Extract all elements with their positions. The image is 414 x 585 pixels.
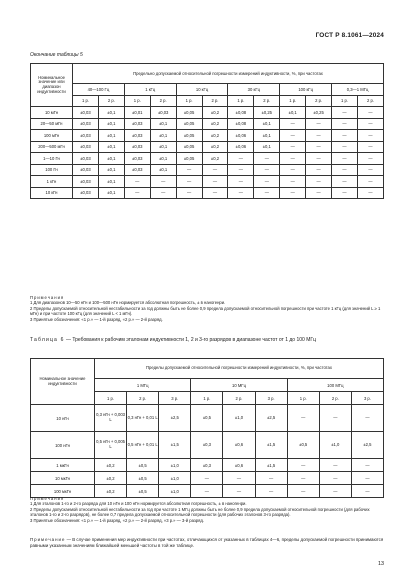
notes-title: Примечания (30, 496, 65, 501)
note-item: 2 Пределы допускаемой относительной нестабильности за год должны быть не более 0,9 предела допускаемой относительной погрешности при частоте 1 кГц (для значений L ≥ 1 мГн) и при частоте 100 кГц (для значений L < 1 мГн). (30, 305, 381, 317)
t6-value-cell: — (319, 472, 351, 485)
t6-rank-header: 1 р. (287, 392, 319, 405)
note-item: 2 Пределы допускаемой относительной нестабильности за год при частоте 1 МГц должны быть не более 0,9 предела допускаемой относительной погрешности (для рабочих эталонов 1-го и 2-го разрядов), не более 0,7 предела допускаемой относительной погрешности (для рабочих эталонов 3-го разряда). (30, 506, 370, 518)
t5-value-cell: — (280, 141, 306, 153)
t5-value-cell: — (306, 118, 332, 130)
t6-value-cell: — (255, 485, 287, 498)
table-row (31, 153, 384, 165)
t5-value-cell: — (176, 176, 202, 188)
t6-nominal-cell: 10 мкГн (31, 472, 95, 485)
t5-value-cell: ±0,03 (73, 130, 99, 142)
t5-nominal-cell: 10 мГн (31, 107, 73, 119)
t5-value-cell: — (202, 187, 228, 199)
t5-value-cell: — (228, 153, 254, 165)
t5-value-cell: — (357, 153, 383, 165)
t5-value-cell: ±0,2 (202, 107, 228, 119)
t5-value-cell: — (332, 153, 358, 165)
t5-header-nominal: Номинальное значение или диапазон индуктивности (31, 64, 73, 107)
note-item: 1 Для эталонов 1-го и 2-го разряда для 10 нГн и 100 нГн нормируется абсолютная погрешность, ± в наногенри. (30, 501, 247, 507)
t5-value-cell: ±0,03 (73, 118, 99, 130)
t5-rank-header: 1 р. (73, 95, 99, 107)
t6-header-group: Пределы допускаемой относительной погрешности измерений индуктивности, %, при частотах (95, 359, 384, 379)
t5-value-cell: ±0,2 (202, 141, 228, 153)
t6-value-cell: — (351, 405, 383, 432)
t6-rank-header: 1 р. (95, 392, 127, 405)
t5-value-cell: ±0,08 (228, 118, 254, 130)
t5-value-cell: ±0,25 (254, 107, 280, 119)
t6-value-cell: ±0,2 (95, 485, 127, 498)
t5-value-cell: — (124, 187, 150, 199)
table-5-notes (30, 295, 384, 322)
t6-value-cell: — (319, 459, 351, 472)
t6-value-cell: ±0,5 (127, 485, 159, 498)
table-5 (30, 63, 384, 199)
t5-value-cell: ±0,03 (73, 164, 99, 176)
general-note (30, 537, 384, 548)
t6-value-cell: 0,5 нГн + 0,005 L (95, 432, 127, 459)
t5-rank-header: 1 р. (124, 95, 150, 107)
t6-freq-header: 1 МГц (95, 379, 191, 392)
t6-value-cell: — (255, 472, 287, 485)
t6-value-cell: ±1,0 (159, 472, 191, 485)
t5-value-cell: — (306, 153, 332, 165)
t5-value-cell: — (306, 130, 332, 142)
t5-value-cell: ±0,2 (202, 153, 228, 165)
t6-value-cell: ±2,5 (351, 432, 383, 459)
t6-rank-header: 3 р. (255, 392, 287, 405)
t5-freq-header: 30 кГц (228, 84, 280, 96)
t5-value-cell: — (306, 176, 332, 188)
t5-value-cell: — (254, 176, 280, 188)
t6-value-cell: ±2,5 (255, 405, 287, 432)
t5-value-cell: — (332, 130, 358, 142)
t6-header-nominal: Номинальное значение индуктивности (31, 359, 95, 405)
t5-value-cell: — (176, 187, 202, 199)
t6-value-cell: ±0,2 (95, 472, 127, 485)
t5-rank-header: 2 р. (150, 95, 176, 107)
t5-value-cell: — (202, 164, 228, 176)
t5-rank-header: 1 р. (280, 95, 306, 107)
t5-nominal-cell: 200—500 мГн (31, 141, 73, 153)
t5-rank-header: 2 р. (306, 95, 332, 107)
t6-rank-header: 3 р. (351, 392, 383, 405)
t5-value-cell: — (357, 176, 383, 188)
t5-value-cell: — (280, 130, 306, 142)
t5-value-cell: — (357, 130, 383, 142)
t5-freq-header: 100 кГц (280, 84, 332, 96)
t6-value-cell: ±0,5 (127, 459, 159, 472)
table-row (31, 459, 384, 472)
t6-value-cell: — (223, 472, 255, 485)
t6-value-cell: ±0,5 (191, 405, 223, 432)
t5-value-cell: ±0,1 (150, 141, 176, 153)
t5-nominal-cell: 1—10 Гн (31, 153, 73, 165)
t6-value-cell: ±0,6 (223, 432, 255, 459)
general-note-label: Примечание (30, 537, 66, 542)
note-item: 3 Принятые обозначения: «1 р.» — 1-й разряд, «2 р.» — 2-й разряд, «3 р.» — 3-й разряд. (30, 517, 204, 523)
t5-value-cell: ±0,03 (124, 164, 150, 176)
t6-value-cell: 0,3 нГн + 0,003 L (95, 405, 127, 432)
t5-value-cell: ±0,03 (73, 141, 99, 153)
note-item: 3 Принятые обозначения: «1 р.» — 1-й разряд, «2 р.» — 2-й разряд. (30, 316, 163, 322)
t6-rank-header: 1 р. (191, 392, 223, 405)
table-row (31, 164, 384, 176)
t5-value-cell: ±0,03 (124, 130, 150, 142)
t6-value-cell: ±0,3 (191, 432, 223, 459)
t6-value-cell: — (351, 485, 383, 498)
t5-value-cell: ±0,2 (202, 118, 228, 130)
table-row (31, 472, 384, 485)
t6-value-cell: ±1,0 (319, 432, 351, 459)
t5-value-cell: ±0,01 (124, 107, 150, 119)
t6-value-cell: 0,3 нГн + 0,01 L (127, 405, 159, 432)
t5-value-cell: — (332, 187, 358, 199)
t5-value-cell: — (228, 187, 254, 199)
t5-value-cell: ±0,1 (150, 164, 176, 176)
t5-value-cell: ±0,03 (124, 118, 150, 130)
t6-value-cell: — (287, 405, 319, 432)
t5-value-cell: — (357, 118, 383, 130)
t5-value-cell: — (280, 176, 306, 188)
t5-value-cell: — (202, 176, 228, 188)
t5-value-cell: ±0,1 (98, 141, 124, 153)
table-row (31, 187, 384, 199)
t6-freq-header: 100 МГц (287, 379, 383, 392)
t5-value-cell: ±0,06 (228, 141, 254, 153)
t6-value-cell: — (191, 485, 223, 498)
t5-value-cell: ±0,1 (254, 130, 280, 142)
t5-rank-header: 1 р. (228, 95, 254, 107)
table-continuation-label: Окончание таблицы 5 (30, 52, 83, 58)
t6-value-cell: ±0,5 (127, 472, 159, 485)
table-6 (30, 358, 384, 498)
t6-value-cell: ±1,5 (159, 432, 191, 459)
t6-value-cell: — (351, 459, 383, 472)
t5-value-cell: ±0,1 (98, 164, 124, 176)
t5-value-cell: ±0,06 (228, 130, 254, 142)
t5-nominal-cell: 100 мГн (31, 130, 73, 142)
t5-value-cell: — (176, 164, 202, 176)
table-6-label: Таблица 6 (30, 337, 65, 343)
t6-value-cell: ±0,2 (95, 459, 127, 472)
t6-value-cell: ±1,5 (255, 459, 287, 472)
t5-value-cell: — (228, 164, 254, 176)
t6-value-cell: — (319, 485, 351, 498)
t6-rank-header: 3 р. (159, 392, 191, 405)
t6-value-cell: ±2,5 (159, 405, 191, 432)
t5-value-cell: — (306, 164, 332, 176)
t5-rank-header: 2 р. (98, 95, 124, 107)
t5-value-cell: — (306, 187, 332, 199)
t5-value-cell: — (124, 176, 150, 188)
t5-value-cell: — (150, 176, 176, 188)
t5-value-cell: ±0,05 (176, 107, 202, 119)
t5-value-cell: ±0,05 (176, 141, 202, 153)
t5-value-cell: ±0,1 (98, 176, 124, 188)
t5-value-cell: — (228, 176, 254, 188)
t6-value-cell: — (287, 459, 319, 472)
t5-value-cell: ±0,1 (254, 118, 280, 130)
t6-value-cell: ±0,5 (287, 432, 319, 459)
t5-value-cell: ±0,1 (98, 153, 124, 165)
t5-value-cell: — (254, 164, 280, 176)
t5-value-cell: ±0,03 (73, 153, 99, 165)
t6-value-cell: ±1,0 (159, 459, 191, 472)
t6-rank-header: 2 р. (223, 392, 255, 405)
t5-freq-header: 1 кГц (124, 84, 176, 96)
t5-header-group: Предельно допускаемой относительной погрешности измерений индуктивности, %, при частотах (73, 64, 384, 84)
t6-rank-header: 2 р. (127, 392, 159, 405)
t6-value-cell: ±0,3 (191, 459, 223, 472)
t5-nominal-cell: 10 кГн (31, 187, 73, 199)
t5-freq-header: 0,3—1 МГц (332, 84, 384, 96)
t5-value-cell: ±0,08 (228, 107, 254, 119)
notes-title: Примечания (30, 295, 65, 300)
t5-value-cell: — (254, 187, 280, 199)
t5-freq-header: 10 кГц (176, 84, 228, 96)
t5-value-cell: ±0,1 (98, 118, 124, 130)
t5-value-cell: ±0,1 (150, 130, 176, 142)
t5-value-cell: — (306, 141, 332, 153)
t5-value-cell: ±0,1 (98, 130, 124, 142)
t5-value-cell: ±0,1 (150, 118, 176, 130)
t5-value-cell: ±0,1 (98, 187, 124, 199)
t6-value-cell: ±1,5 (255, 432, 287, 459)
t5-freq-header: 40—100 Гц (73, 84, 125, 96)
table-row (31, 405, 384, 432)
t5-value-cell: ±0,03 (73, 187, 99, 199)
t5-value-cell: — (332, 118, 358, 130)
t6-value-cell: — (319, 405, 351, 432)
t5-rank-header: 2 р. (357, 95, 383, 107)
t6-value-cell: — (287, 472, 319, 485)
t6-value-cell: — (191, 472, 223, 485)
table-row (31, 176, 384, 188)
t6-value-cell: — (351, 472, 383, 485)
t5-value-cell: — (357, 164, 383, 176)
table-row (31, 432, 384, 459)
table-row (31, 141, 384, 153)
t5-value-cell: — (150, 187, 176, 199)
general-note-text: — В случае применения мер индуктивности при частотах, отличающихся от указанных в таблицах 4—6, пределы допускаемой погрешности принимаются равными указанным значениям ближайшей меньшей частоты в той же таблице. (30, 537, 384, 548)
t5-value-cell: ±0,05 (176, 153, 202, 165)
t6-value-cell: ±1,0 (159, 485, 191, 498)
standard-id: ГОСТ Р 8.1061—2024 (315, 32, 384, 39)
t5-value-cell: ±0,2 (202, 130, 228, 142)
t5-value-cell: ±0,03 (73, 176, 99, 188)
t5-value-cell: — (280, 164, 306, 176)
t6-value-cell: — (287, 485, 319, 498)
t5-value-cell: — (254, 153, 280, 165)
t6-rank-header: 2 р. (319, 392, 351, 405)
t5-value-cell: ±0,05 (176, 130, 202, 142)
t5-value-cell: ±0,03 (124, 153, 150, 165)
t5-value-cell: ±0,25 (306, 107, 332, 119)
table-row (31, 118, 384, 130)
t5-rank-header: 2 р. (202, 95, 228, 107)
t5-rank-header: 1 р. (332, 95, 358, 107)
t5-value-cell: — (357, 187, 383, 199)
t5-value-cell: ±0,05 (176, 118, 202, 130)
t5-nominal-cell: 20—50 мГн (31, 118, 73, 130)
t6-value-cell: ±1,0 (223, 405, 255, 432)
t5-nominal-cell: 1 кГн (31, 176, 73, 188)
t5-value-cell: — (332, 164, 358, 176)
page-number: 13 (378, 561, 384, 567)
t6-value-cell: 0,5 нГн + 0,01 L (127, 432, 159, 459)
t6-nominal-cell: 10 нГн (31, 405, 95, 432)
t5-value-cell: ±0,03 (73, 107, 99, 119)
t6-freq-header: 10 МГц (191, 379, 287, 392)
table-6-notes (30, 496, 384, 523)
t5-value-cell: ±0,1 (254, 141, 280, 153)
t5-value-cell: — (332, 141, 358, 153)
t5-value-cell: ±0,1 (98, 107, 124, 119)
table-row (31, 130, 384, 142)
table-row (31, 107, 384, 119)
t5-rank-header: 1 р. (176, 95, 202, 107)
table-6-caption (30, 337, 384, 344)
t5-value-cell: — (280, 153, 306, 165)
note-item: 1 Для диапазонов 10—50 нГн и 100—500 нГн нормируется абсолютная погрешность, ± в наногенри. (30, 300, 226, 306)
t5-rank-header: 2 р. (254, 95, 280, 107)
t5-nominal-cell: 100 Гн (31, 164, 73, 176)
t5-value-cell: ±0,1 (150, 153, 176, 165)
t5-value-cell: — (280, 187, 306, 199)
t6-nominal-cell: 100 нГн (31, 432, 95, 459)
t5-value-cell: — (332, 176, 358, 188)
t5-value-cell: — (280, 118, 306, 130)
t5-value-cell: — (357, 107, 383, 119)
t5-value-cell: ±0,03 (150, 107, 176, 119)
t6-nominal-cell: 100 мкГн (31, 485, 95, 498)
t6-value-cell: — (223, 485, 255, 498)
t5-value-cell: — (357, 141, 383, 153)
t6-nominal-cell: 1 мкГн (31, 459, 95, 472)
t5-value-cell: ±0,03 (124, 141, 150, 153)
t6-value-cell: ±0,6 (223, 459, 255, 472)
t5-value-cell: — (332, 107, 358, 119)
table-6-title: — Требования к рабочим эталонам индуктивности 1, 2 и 3-го разрядов в диапазоне частот от 1 до 100 МГц (64, 337, 316, 343)
t5-value-cell: ±0,1 (280, 107, 306, 119)
